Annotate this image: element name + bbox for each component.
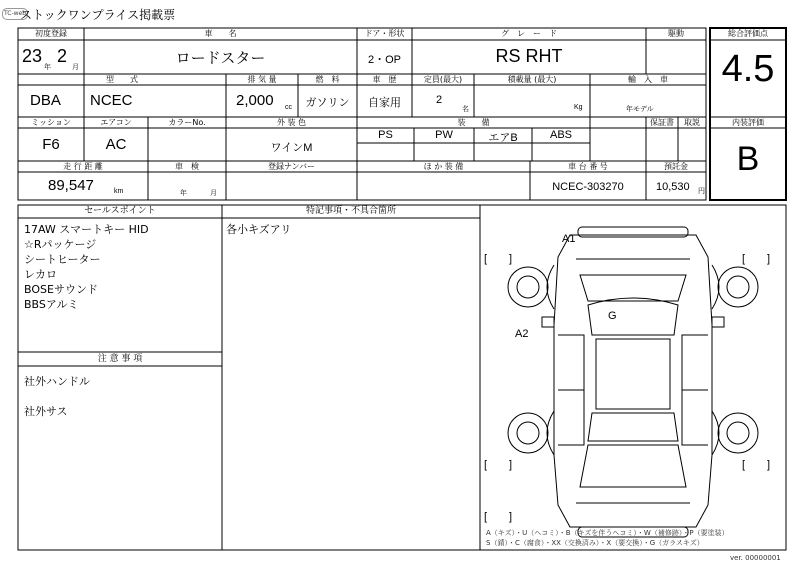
label-import: 輸 入 車 bbox=[628, 75, 668, 84]
year-unit: 年 bbox=[44, 64, 51, 71]
aircon-value: AC bbox=[105, 136, 127, 153]
label-remarks: 特記事項・不具合箇所 bbox=[305, 206, 396, 216]
bracket-bottom: [ ] bbox=[484, 511, 513, 523]
chassis-value: NCEC-303270 bbox=[552, 181, 624, 193]
disp-unit: cc bbox=[285, 104, 292, 111]
list-item: 17AW スマートキー HID bbox=[24, 223, 149, 236]
label-chassis-no: 車 台 番 号 bbox=[568, 162, 608, 171]
model-prefix-value: DBA bbox=[30, 92, 61, 109]
list-item: シートヒーター bbox=[24, 253, 101, 266]
bracket-front-left: [ ] bbox=[484, 253, 513, 265]
cap-unit: 名 bbox=[462, 106, 469, 113]
label-inspection: 車 検 bbox=[175, 162, 199, 171]
list-item: 社外ハンドル bbox=[24, 375, 90, 388]
list-item: BOSEサウンド bbox=[24, 283, 98, 296]
list-item: レカロ bbox=[24, 268, 57, 281]
remarks-list bbox=[226, 222, 291, 237]
cautions-list bbox=[24, 374, 90, 419]
first-reg-month: 2 bbox=[57, 46, 68, 66]
grade-value: RS RHT bbox=[495, 46, 563, 66]
insp-month-unit: 月 bbox=[210, 190, 217, 197]
bracket-rear-right: [ ] bbox=[742, 459, 771, 471]
label-car-name: 車 名 bbox=[204, 29, 237, 38]
damage-mark-a1: A1 bbox=[562, 233, 576, 245]
label-door-type: ドア・形状 bbox=[364, 29, 405, 38]
label-ext-color: 外 装 色 bbox=[276, 118, 307, 127]
version-label: ver. 00000001 bbox=[730, 554, 781, 562]
label-equipment: 装 備 bbox=[457, 118, 490, 127]
label-reg-number: 登録ナンバー bbox=[267, 162, 316, 171]
ext-color-value: ワインM bbox=[270, 142, 313, 154]
label-load: 積載量 (最大) bbox=[507, 75, 557, 84]
label-color-no: カラーNo. bbox=[168, 118, 206, 127]
displacement-value: 2,000 bbox=[236, 92, 274, 109]
label-history: 車 歴 bbox=[372, 75, 397, 84]
equip-ps: PS bbox=[378, 129, 393, 141]
first-reg-year: 23 bbox=[22, 46, 43, 66]
label-total-score: 総合評価点 bbox=[728, 29, 768, 38]
door-value: 2・OP bbox=[367, 54, 401, 66]
car-diagram bbox=[480, 205, 786, 550]
mileage-value: 89,547 bbox=[48, 177, 94, 194]
history-value: 自家用 bbox=[368, 97, 401, 109]
legend-line: A（キズ）・U（ヘコミ）・B（キズを伴うヘコミ）・W（補修跡）・P（要塗装） bbox=[486, 529, 729, 537]
price-unit: 円 bbox=[698, 188, 705, 195]
sales-points-list bbox=[24, 222, 149, 312]
month-unit: 月 bbox=[72, 64, 79, 71]
load-unit: Kg bbox=[574, 104, 583, 111]
insp-year-unit: 年 bbox=[180, 190, 187, 197]
label-grade: グ レ ー ド bbox=[501, 29, 557, 38]
car-name-value: ロードスター bbox=[175, 50, 266, 67]
label-drive: 駆動 bbox=[668, 29, 684, 38]
import-year-unit: 年モデル bbox=[626, 106, 654, 113]
list-item bbox=[24, 389, 90, 404]
total-score-value: 4.5 bbox=[721, 48, 775, 90]
label-first-reg: 初度登録 bbox=[35, 29, 67, 38]
label-mileage: 走 行 距 離 bbox=[63, 162, 103, 171]
equip-abs: ABS bbox=[549, 129, 572, 141]
label-cautions: 注 意 事 項 bbox=[97, 354, 143, 364]
bracket-rear-left: [ ] bbox=[484, 459, 513, 471]
list-item: 社外サス bbox=[24, 405, 68, 418]
label-model: 型 式 bbox=[106, 75, 138, 84]
label-capacity: 定員(最大) bbox=[423, 75, 463, 84]
label-aircon: エアコン bbox=[100, 118, 132, 127]
label-mission: ミッション bbox=[31, 118, 71, 127]
capacity-value: 2 bbox=[436, 94, 443, 106]
label-displacement: 排 気 量 bbox=[247, 75, 277, 84]
logo: TC-web bbox=[2, 8, 28, 20]
list-item: 各小キズアリ bbox=[226, 223, 292, 236]
label-manual: 取説 bbox=[684, 118, 700, 127]
bracket-front-right: [ ] bbox=[742, 253, 771, 265]
page-title: ストックワンプライス掲載票 bbox=[20, 8, 176, 22]
list-item: ☆Rパッケージ bbox=[24, 238, 97, 251]
model-value: NCEC bbox=[90, 92, 133, 109]
damage-mark-a2: A2 bbox=[515, 328, 529, 340]
equip-pw: PW bbox=[435, 129, 453, 141]
damage-legend bbox=[486, 528, 729, 548]
label-fuel: 燃 料 bbox=[315, 75, 340, 84]
price-value: 10,530 bbox=[656, 181, 690, 193]
interior-score-value: B bbox=[736, 140, 760, 178]
damage-mark-g: G bbox=[608, 310, 617, 322]
fuel-value: ガソリン bbox=[305, 97, 350, 109]
legend-line: S（錆）・C（腐食）・XX（交換済み）・X（要交換）・G（ガラスキズ） bbox=[486, 539, 704, 547]
label-other-equip: ほ か 装 備 bbox=[423, 162, 464, 171]
list-item: BBSアルミ bbox=[24, 298, 79, 311]
mission-value: F6 bbox=[42, 136, 60, 153]
label-sales-points: セールスポイント bbox=[84, 206, 156, 216]
mileage-unit: km bbox=[114, 188, 124, 195]
label-price: 預託金 bbox=[664, 162, 688, 171]
label-warranty: 保証書 bbox=[650, 118, 674, 127]
equip-airbag: エアB bbox=[488, 132, 518, 144]
label-interior-score: 内装評価 bbox=[732, 118, 764, 127]
